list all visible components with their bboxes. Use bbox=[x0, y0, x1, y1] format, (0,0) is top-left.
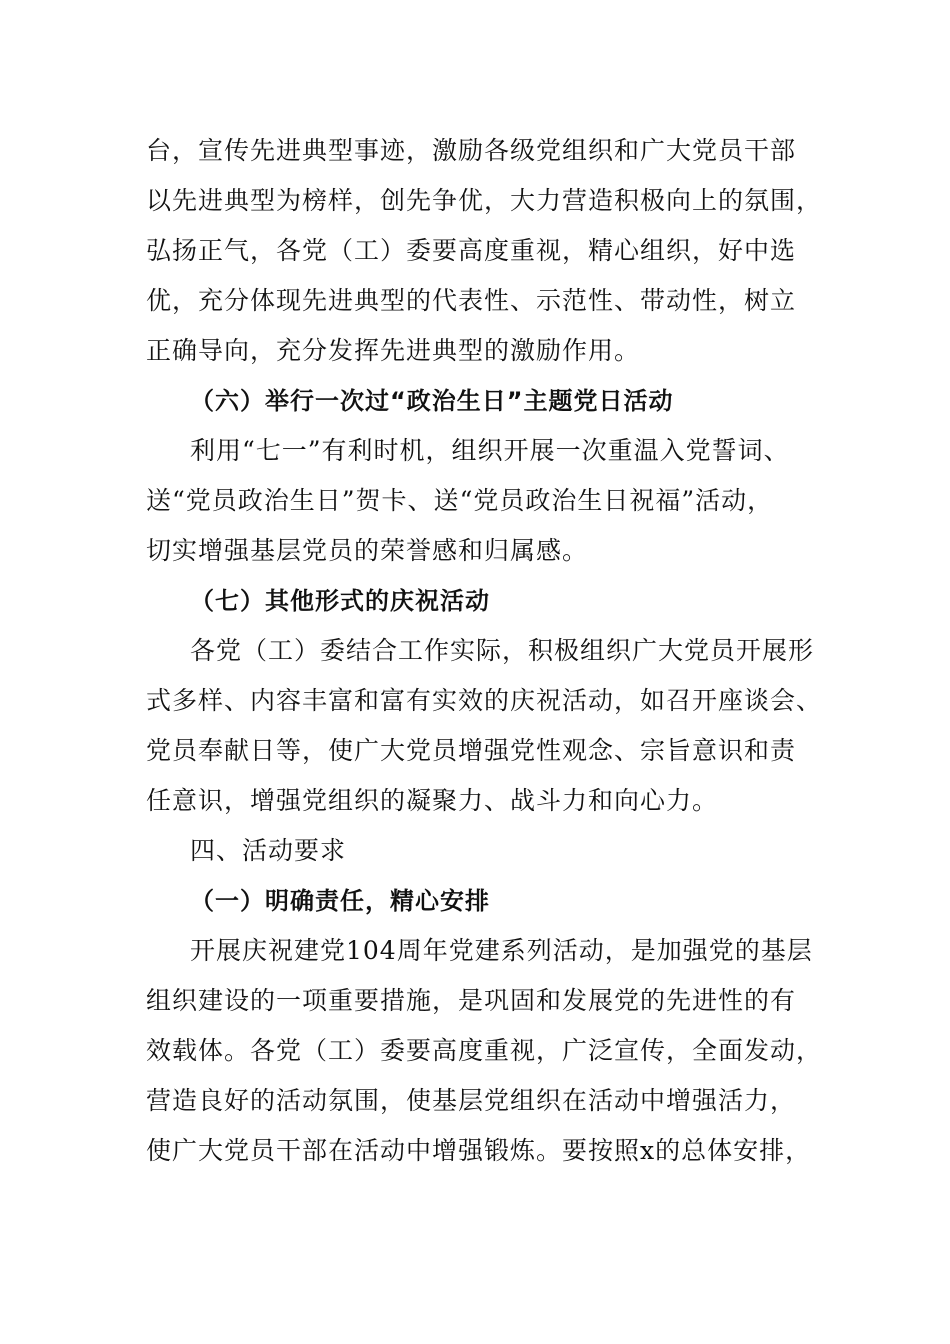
paragraph-line: 以先进典型为榜样，创先争优，大力营造积极向上的氛围， bbox=[146, 186, 823, 215]
section-heading: （六）举行一次过“政治生日”主题党日活动 bbox=[190, 387, 674, 415]
paragraph-line: 利用“七一”有利时机，组织开展一次重温入党誓词、 bbox=[190, 436, 790, 465]
paragraph-line: 优，充分体现先进典型的代表性、示范性、带动性，树立 bbox=[146, 286, 797, 315]
paragraph-line: 台，宣传先进典型事迹，激励各级党组织和广大党员干部 bbox=[146, 136, 797, 165]
paragraph-line: 正确导向，充分发挥先进典型的激励作用。 bbox=[146, 336, 641, 365]
paragraph-line: 任意识，增强党组织的凝聚力、战斗力和向心力。 bbox=[146, 786, 719, 815]
paragraph-line: 效载体。各党（工）委要高度重视，广泛宣传，全面发动， bbox=[146, 1036, 823, 1065]
document-body bbox=[146, 126, 823, 1176]
paragraph-line: 四、活动要求 bbox=[190, 836, 347, 865]
paragraph-line: 式多样、内容丰富和富有实效的庆祝活动，如召开座谈会、 bbox=[146, 686, 823, 715]
paragraph-line: 切实增强基层党员的荣誉感和归属感。 bbox=[146, 536, 589, 565]
paragraph-line: 使广大党员干部在活动中增强锻炼。要按照x的总体安排， bbox=[146, 1136, 812, 1165]
section-heading: （七）其他形式的庆祝活动 bbox=[190, 587, 490, 615]
section-heading: （一）明确责任，精心安排 bbox=[190, 887, 490, 915]
paragraph-line: 各党（工）委结合工作实际，积极组织广大党员开展形 bbox=[190, 636, 815, 665]
paragraph-line: 弘扬正气，各党（工）委要高度重视，精心组织，好中选 bbox=[146, 236, 797, 265]
paragraph-line: 党员奉献日等，使广大党员增强党性观念、宗旨意识和责 bbox=[146, 736, 797, 765]
paragraph-line: 组织建设的一项重要措施，是巩固和发展党的先进性的有 bbox=[146, 986, 797, 1015]
paragraph-line: 送“党员政治生日”贺卡、送“党员政治生日祝福”活动， bbox=[146, 486, 774, 515]
paragraph-line: 开展庆祝建党104周年党建系列活动，是加强党的基层 bbox=[190, 936, 813, 965]
paragraph-line: 营造良好的活动氛围，使基层党组织在活动中增强活力， bbox=[146, 1086, 797, 1115]
